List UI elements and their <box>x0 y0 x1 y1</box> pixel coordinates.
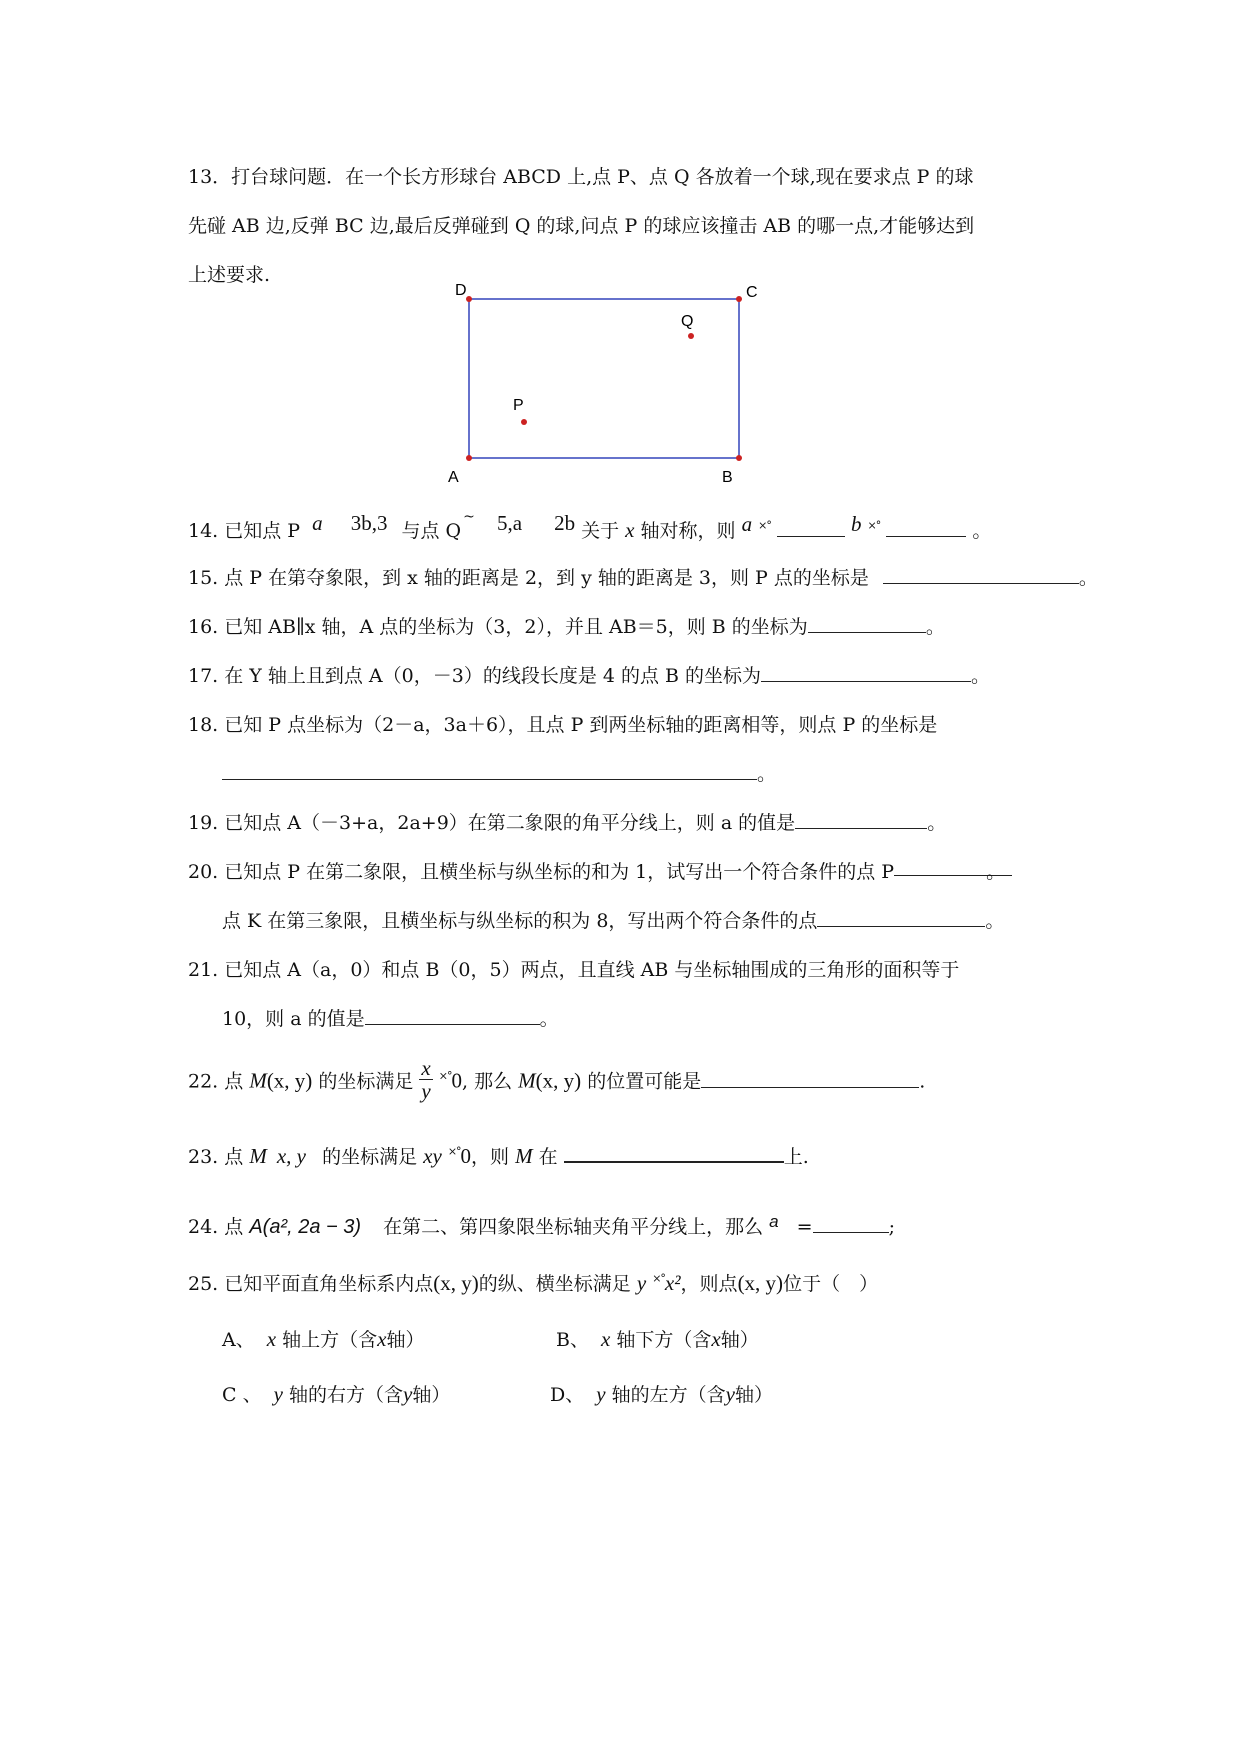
q25-prefix: 25. 已知平面直角坐标系内点 <box>188 1273 434 1295</box>
q14-q-5a: 5,a <box>496 511 523 535</box>
ball-P-dot <box>521 419 527 425</box>
q25-option-c-label: C 、 <box>222 1384 262 1406</box>
q20-blank-2[interactable] <box>817 908 985 927</box>
q25-option-a[interactable] <box>222 1325 425 1352</box>
q13-line1: 13．打台球问题．在一个长方形球台 ABCD 上,点 P、点 Q 各放着一个球,现在要求点 P 的球 <box>188 166 974 188</box>
q25-option-c[interactable] <box>222 1380 450 1407</box>
label-B: B <box>722 469 733 485</box>
q22-blank[interactable] <box>701 1069 919 1088</box>
q25-xy: (x, y) <box>433 1271 479 1295</box>
q24 <box>188 1212 895 1239</box>
q25-option-d-label: D、 <box>550 1384 585 1406</box>
q23-blank[interactable] <box>564 1143 784 1163</box>
q22 <box>188 1056 926 1105</box>
q25-option-c-y: y <box>273 1382 283 1406</box>
q14-suffix: 关于 <box>581 520 620 542</box>
q20-end-2: 。 <box>985 910 1005 932</box>
q24-a: a <box>769 1212 779 1231</box>
q23-xy: x, y <box>276 1144 307 1168</box>
q25-option-d-text: 轴的左方（含 <box>611 1384 726 1406</box>
q15-blank[interactable] <box>883 565 1079 584</box>
q23-mid: 的坐标满足 <box>322 1146 418 1168</box>
q14-b: b <box>850 512 862 536</box>
q23-mid2: ，则 <box>471 1146 510 1168</box>
q25-option-b-x2: x <box>711 1327 721 1351</box>
q22-num: x <box>421 1056 431 1080</box>
q16-blank[interactable] <box>808 614 926 633</box>
q25-option-a-end: 轴） <box>386 1329 425 1351</box>
billiard-diagram <box>440 275 770 485</box>
q25-option-a-x: x <box>266 1327 277 1351</box>
q24-mid: 在第二、第四象限坐标轴夹角平分线上，那么 <box>383 1216 764 1238</box>
q25-option-a-text: 轴上方（含 <box>282 1329 378 1351</box>
q14-blank-b[interactable] <box>886 518 966 537</box>
q25-option-d-y: y <box>596 1382 606 1406</box>
ball-Q-dot <box>688 333 694 339</box>
label-D: D <box>455 282 467 299</box>
q25-mid: 的纵、横坐标满足 <box>478 1273 631 1295</box>
q21-line1: 21. 已知点 A（a，0）和点 B（0，5）两点，且直线 AB 与坐标轴围成的三角形的面积等于 <box>188 959 960 981</box>
q17 <box>188 661 990 688</box>
vertex-A-dot <box>466 455 472 461</box>
q22-zero: 0 <box>451 1068 463 1093</box>
q25-option-b-x: x <box>601 1327 611 1351</box>
q22-xy: (x, y) <box>266 1068 313 1093</box>
q15-text: 15. 点 P 在第夺象限，到 x 轴的距离是 2，到 y 轴的距离是 3，则 P 点的坐标是 <box>188 567 869 589</box>
q21-end: 。 <box>539 1008 559 1030</box>
q23-M: M <box>249 1144 267 1168</box>
q18-line2 <box>222 759 776 786</box>
q24-end: ; <box>888 1216 895 1238</box>
q13-line3: 上述要求. <box>188 264 271 286</box>
q14-blank-a[interactable] <box>777 518 845 537</box>
q16-end: 。 <box>925 616 945 638</box>
q22-mid: 的坐标满足 <box>318 1070 414 1093</box>
q25-option-c-y2: y <box>403 1382 413 1406</box>
q23-end: 上. <box>783 1146 809 1168</box>
q23-mid3: 在 <box>538 1146 558 1168</box>
q19-text: 19. 已知点 A（－3+a，2a+9）在第二象限的角平分线上，则 a 的值是 <box>188 812 796 834</box>
q14-p-b: 3b,3 <box>350 511 388 535</box>
q22-prefix: 22. 点 <box>188 1070 244 1093</box>
q20-blank-1[interactable] <box>894 857 1012 883</box>
label-C: C <box>746 284 758 301</box>
q25-option-d[interactable] <box>550 1380 773 1407</box>
q21-line2-text: 10，则 a 的值是 <box>222 1008 365 1030</box>
q25-option-a-x2: x <box>377 1327 387 1351</box>
q21-blank[interactable] <box>365 1006 540 1025</box>
q25 <box>188 1269 878 1296</box>
vertex-D-dot <box>466 296 472 302</box>
q18-blank[interactable] <box>222 761 757 780</box>
q13-line2: 先碰 AB 边,反弹 BC 边,最后反弹碰到 Q 的球,问点 P 的球应该撞击 AB 的哪一点,才能够达到 <box>188 215 975 237</box>
q25-option-b[interactable] <box>556 1325 759 1352</box>
q14-glyph-2: ×° <box>867 519 881 532</box>
q15-end: 。 <box>1078 567 1098 589</box>
q23-xyv: xy <box>423 1144 442 1168</box>
label-P: P <box>513 397 524 414</box>
q16 <box>188 612 945 639</box>
q14-end: 。 <box>972 520 992 542</box>
q25-y: y <box>636 1271 647 1295</box>
q17-end: 。 <box>971 665 991 687</box>
q25-option-a-label: A、 <box>222 1329 255 1351</box>
q22-M-2: M <box>518 1068 536 1093</box>
q14-middle: 与点 Q <box>401 520 462 542</box>
q19 <box>188 808 946 835</box>
q18-line1: 18. 已知 P 点坐标为（2－a，3a＋6），且点 P 到两坐标轴的距离相等，则点 P 的坐标是 <box>188 714 938 736</box>
q24-expr: A(a², 2a − 3) <box>249 1216 362 1238</box>
q22-den: y <box>421 1079 431 1103</box>
q22-fraction <box>419 1057 432 1102</box>
label-A: A <box>448 469 459 485</box>
q22-mid3: 的位置可能是 <box>587 1070 702 1093</box>
q20-end-1: 。 <box>986 861 1006 883</box>
q18-end: 。 <box>757 763 777 785</box>
q25-xy-2: (x, y) <box>737 1271 784 1295</box>
q22-glyph: ×° <box>438 1069 452 1083</box>
vertex-C-dot <box>736 296 742 302</box>
q23-zero: 0 <box>460 1144 472 1168</box>
q25-option-c-end: 轴） <box>412 1384 451 1406</box>
q19-end: 。 <box>927 812 947 834</box>
q17-blank[interactable] <box>761 663 971 682</box>
q16-text: 16. 已知 AB∥x 轴，A 点的坐标为（3，2），并且 AB＝5，则 B 的坐标为 <box>188 616 808 638</box>
q20-line2 <box>222 906 1004 933</box>
q21-line2 <box>222 1004 559 1031</box>
q22-mid2: , 那么 <box>462 1070 513 1093</box>
q24-eq: = <box>796 1216 813 1238</box>
q17-text: 17. 在 Y 轴上且到点 A（0，－3）的线段长度是 4 的点 B 的坐标为 <box>188 665 762 687</box>
q14-a: a <box>741 512 753 536</box>
q23-M-2: M <box>515 1144 533 1168</box>
q25-mid2: ，则点 <box>680 1273 738 1295</box>
label-Q: Q <box>681 313 694 330</box>
q20-line1 <box>188 857 1012 884</box>
q23-prefix: 23. 点 <box>188 1146 244 1168</box>
q22-xy-2: (x, y) <box>535 1068 582 1093</box>
table-rectangle <box>469 299 739 458</box>
vertex-B-dot <box>736 455 742 461</box>
q14-p-a: a <box>312 511 323 535</box>
q25-option-d-end: 轴） <box>735 1384 774 1406</box>
q14-tilde: ~ <box>463 509 475 525</box>
q24-blank[interactable] <box>813 1214 889 1233</box>
q20-line1-text: 20. 已知点 P 在第二象限，且横坐标与纵坐标的和为 1，试写出一个符合条件的点 P <box>188 861 895 883</box>
q25-x2: x² <box>664 1271 681 1295</box>
q24-prefix: 24. 点 <box>188 1216 244 1238</box>
q22-end: . <box>919 1070 926 1093</box>
q25-option-b-end: 轴） <box>720 1329 759 1351</box>
q14-q-2b: 2b <box>554 511 576 535</box>
q25-glyph: ×° <box>652 1272 665 1285</box>
q25-option-d-y2: y <box>725 1382 735 1406</box>
q14 <box>188 509 992 543</box>
q23 <box>188 1142 809 1169</box>
q19-blank[interactable] <box>795 810 927 829</box>
q22-M: M <box>249 1068 267 1093</box>
q25-option-c-text: 轴的右方（含 <box>289 1384 404 1406</box>
q14-prefix: 14. 已知点 P <box>188 520 301 542</box>
q25-option-b-label: B、 <box>556 1329 589 1351</box>
q14-axis-text: 轴对称，则 <box>640 520 736 542</box>
q25-end: 位于（ ） <box>783 1273 879 1295</box>
q25-option-b-text: 轴下方（含 <box>616 1329 712 1351</box>
q23-glyph: ×° <box>447 1145 461 1158</box>
q14-glyph-1: ×° <box>758 519 771 532</box>
q20-line2-text: 点 K 在第三象限，且横坐标与纵坐标的积为 8，写出两个符合条件的点 <box>222 910 818 932</box>
q15 <box>188 563 1098 590</box>
q14-x: x <box>625 518 635 542</box>
